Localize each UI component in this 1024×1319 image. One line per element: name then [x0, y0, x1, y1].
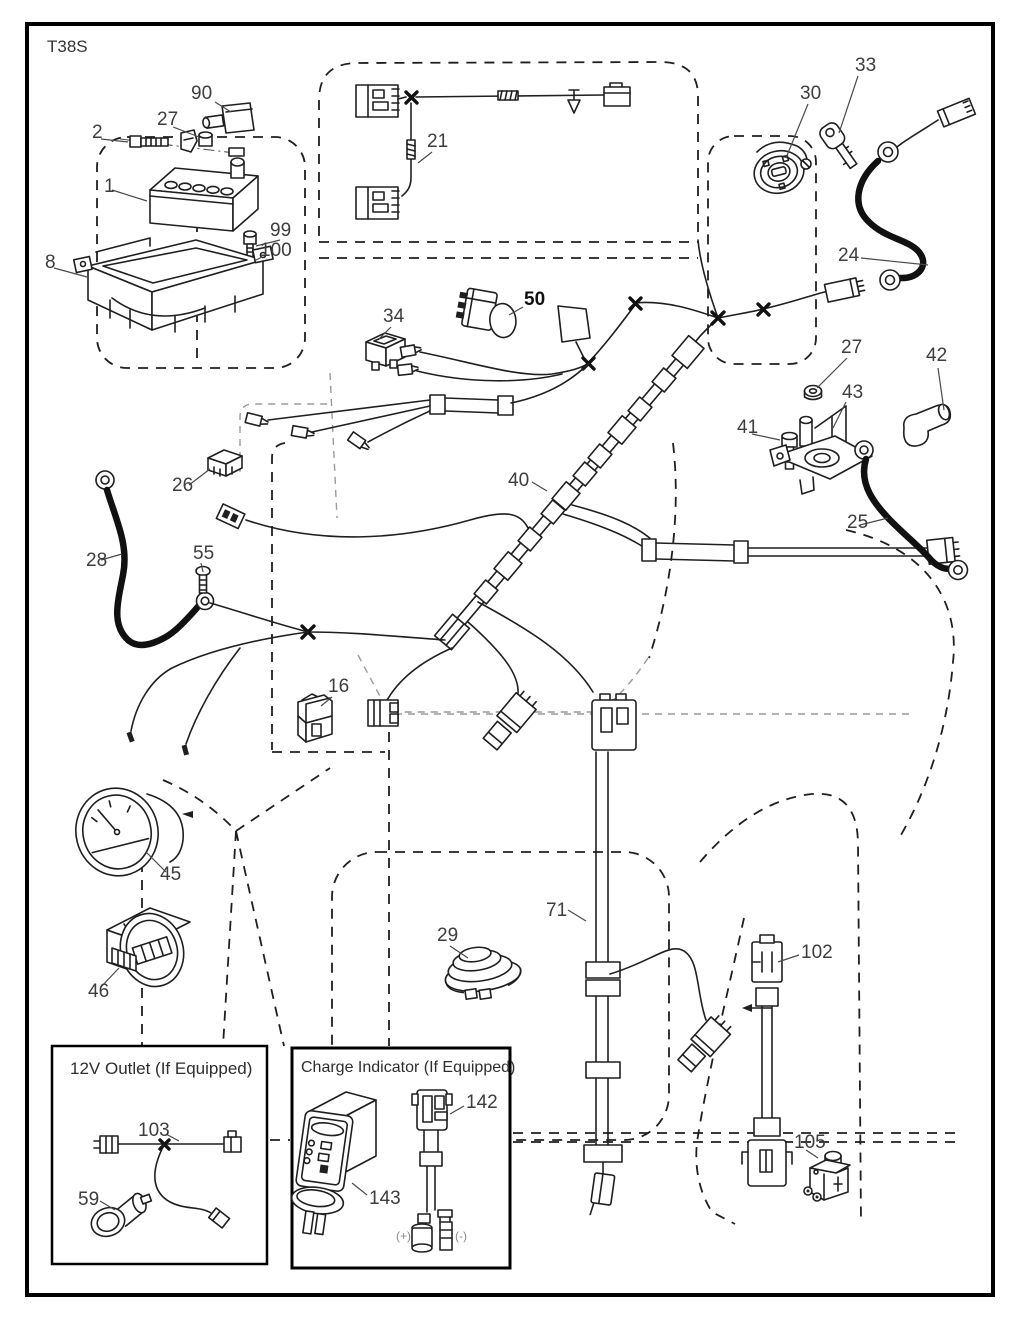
part-label-33: 33 — [855, 55, 877, 76]
battery-cable-positive — [858, 98, 975, 290]
hour-meter — [107, 905, 193, 995]
part-label-105: 105 — [794, 1132, 826, 1153]
part-label-142: 142 — [466, 1092, 498, 1113]
part-label-59: 59 — [78, 1189, 100, 1210]
part-label-71: 71 — [546, 900, 568, 921]
fuel-valve — [804, 1152, 850, 1202]
part-label-102: 102 — [801, 942, 833, 963]
inset-12v-outlet — [52, 1046, 267, 1264]
part-label-100: 100 — [260, 240, 292, 261]
part-label-43: 43 — [842, 382, 864, 403]
part-label-50: 50 — [524, 289, 546, 310]
diagram-title: T38S — [47, 37, 88, 56]
horn-cap — [441, 942, 523, 1004]
part-label-46: 46 — [88, 981, 110, 1002]
part-label-25: 25 — [847, 512, 869, 533]
rear-connector-pair — [675, 1012, 734, 1074]
fuse — [208, 450, 242, 476]
rear-harness — [584, 694, 706, 1217]
part-label-103: 103 — [138, 1120, 170, 1141]
part-label-29: 29 — [437, 925, 459, 946]
headlight-harness — [356, 83, 630, 219]
polarity-positive: (+) — [396, 1229, 411, 1243]
part-label-27a: 27 — [157, 109, 179, 130]
solenoid-nut — [805, 386, 822, 400]
inset-charge-title: Charge Indicator (If Equipped) — [301, 1059, 516, 1076]
inset-12v-title: 12V Outlet (If Equipped) — [70, 1059, 253, 1078]
part-label-1: 1 — [104, 176, 115, 197]
extension-harness — [742, 935, 792, 1186]
part-label-26: 26 — [172, 475, 194, 496]
part-label-2: 2 — [92, 122, 103, 143]
part-label-45: 45 — [160, 864, 182, 885]
polarity-negative: (-) — [455, 1229, 467, 1243]
part-label-55: 55 — [193, 543, 215, 564]
part-label-24: 24 — [838, 245, 860, 266]
part-label-42: 42 — [926, 345, 948, 366]
ignition-key — [817, 120, 861, 172]
part-label-143: 143 — [369, 1188, 401, 1209]
part-label-34: 34 — [383, 306, 405, 327]
battery-nut — [199, 132, 212, 146]
negative-terminal — [438, 1210, 452, 1250]
part-label-30: 30 — [800, 83, 822, 104]
part-label-16: 16 — [328, 676, 350, 697]
part-label-8: 8 — [45, 252, 56, 273]
part-label-41: 41 — [737, 417, 759, 438]
battery-bolt — [130, 136, 168, 147]
connector-mid — [368, 700, 398, 726]
part-label-99: 99 — [270, 220, 292, 241]
part-label-28: 28 — [86, 550, 108, 571]
inset-charge-indicator — [287, 1048, 515, 1268]
part-label-90: 90 — [191, 83, 213, 104]
starter-relay-50 — [453, 287, 524, 343]
battery-cover — [202, 103, 254, 133]
battery — [150, 148, 258, 231]
fuse-holder-harness — [245, 364, 588, 453]
harness-tag — [558, 306, 590, 360]
part-label-40: 40 — [508, 470, 530, 491]
part-label-21: 21 — [427, 131, 449, 152]
battery-tray — [74, 238, 273, 332]
seat-switch-connector — [480, 688, 540, 752]
part-label-27b: 27 — [841, 337, 863, 358]
ignition-switch — [750, 142, 811, 198]
